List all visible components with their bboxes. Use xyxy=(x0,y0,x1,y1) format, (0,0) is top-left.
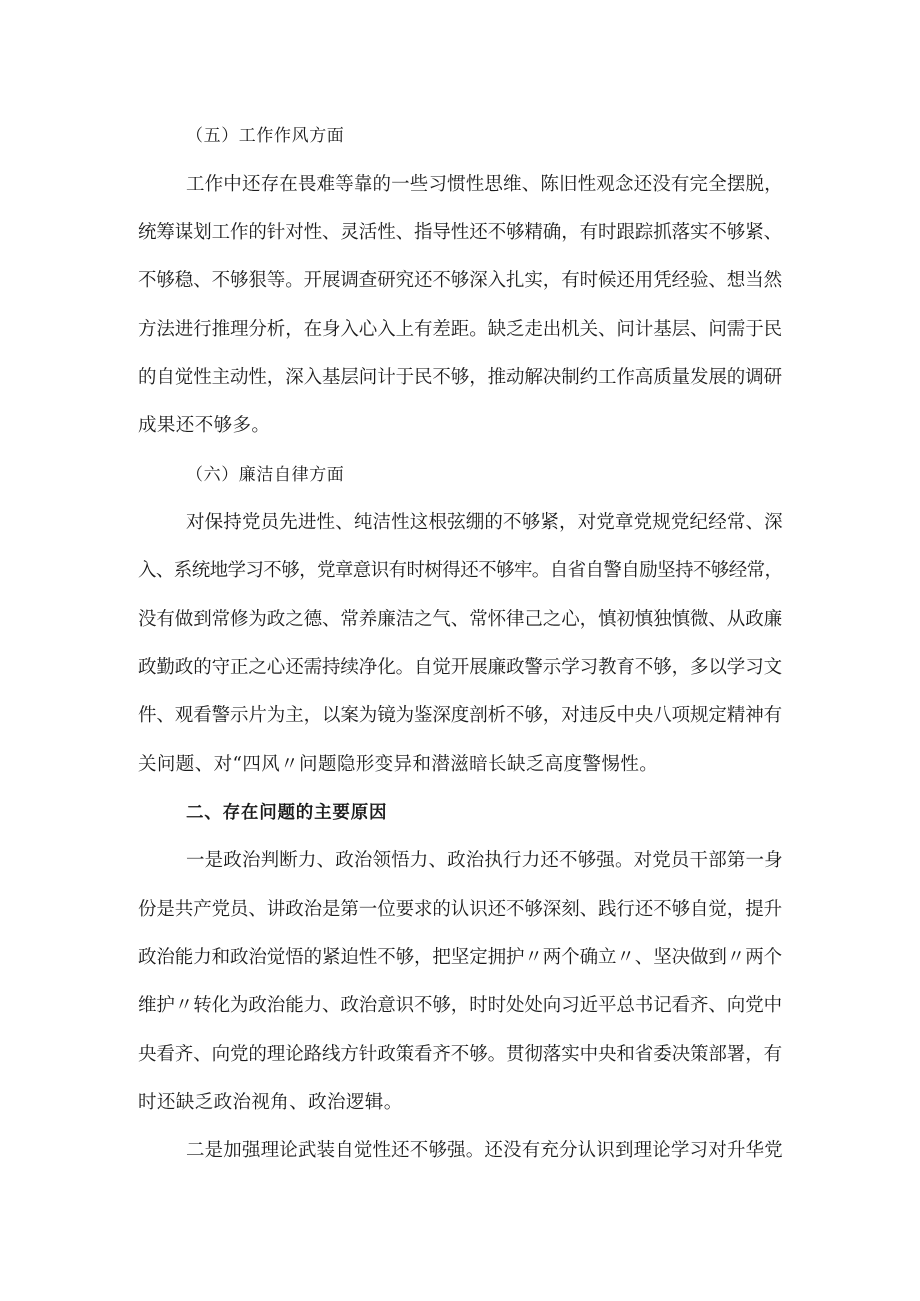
paragraph-line: 关问题、对“四风〃问题隐形变异和潜滋暗长缺乏高度警惕性。 xyxy=(138,754,659,775)
paragraph-line: 的自觉性主动性，深入基层问计于民不够，推动解决制约工作高质量发展的调研 xyxy=(138,367,783,388)
paragraph-line: 入、系统地学习不够，党章意识有时树得还不够牢。自省自警自励坚持不够经常， xyxy=(138,560,783,581)
paragraph-line: 工作中还存在畏难等靠的一些习惯性思维、陈旧性观念还没有完全摆脱， xyxy=(186,174,783,195)
paragraph-line: 没有做到常修为政之德、常养廉洁之气、常怀律己之心，慎初慎独慎微、从政廉 xyxy=(138,609,783,630)
paragraph-line: 时还缺乏政治视角、政治逻辑。 xyxy=(138,1092,403,1113)
paragraph-line: 方法进行推理分析，在身入心入上有差距。缺乏走出机关、问计基层、问需于民 xyxy=(138,319,783,340)
paragraph-line: 件、观看警示片为主，以案为镜为鉴深度剖析不够，对违反中央八项规定精神有 xyxy=(138,705,783,726)
paragraph-line: 对保持党员先进性、纯洁性这根弦绷的不够紧，对党章党规党纪经常、深 xyxy=(186,512,783,533)
paragraph-line: 统筹谋划工作的针对性、灵活性、指导性还不够精确，有时跟踪抓落实不够紧、 xyxy=(138,222,783,243)
main-heading: 二、存在问题的主要原因 xyxy=(186,803,388,823)
paragraph-line: 维护〃转化为政治能力、政治意识不够，时时处处向习近平总书记看齐、向党中 xyxy=(138,995,783,1016)
paragraph-line: 份是共产党员、讲政治是第一位要求的认识还不够深刻、践行还不够自觉，提升 xyxy=(138,899,783,920)
paragraph-line: 二是加强理论武装自觉性还不够强。还没有充分认识到理论学习对升华党 xyxy=(186,1140,783,1161)
paragraph-line: 成果还不够多。 xyxy=(138,415,271,436)
section-subheading-integrity: （六）廉洁自律方面 xyxy=(186,465,345,485)
section-subheading-work-style: （五）工作作风方面 xyxy=(186,126,345,146)
paragraph-line: 政治能力和政治觉悟的紧迫性不够，把坚定拥护〃两个确立〃、坚决做到〃两个 xyxy=(138,947,783,968)
paragraph-line: 央看齐、向党的理论路线方针政策看齐不够。贯彻落实中央和省委决策部署，有 xyxy=(138,1044,783,1065)
paragraph-line: 一是政治判断力、政治领悟力、政治执行力还不够强。对党员干部第一身 xyxy=(186,850,783,871)
paragraph-line: 不够稳、不够狠等。开展调查研究还不够深入扎实，有时候还用凭经验、想当然 xyxy=(138,270,783,291)
paragraph-line: 政勤政的守正之心还需持续净化。自觉开展廉政警示学习教育不够，多以学习文 xyxy=(138,657,783,678)
